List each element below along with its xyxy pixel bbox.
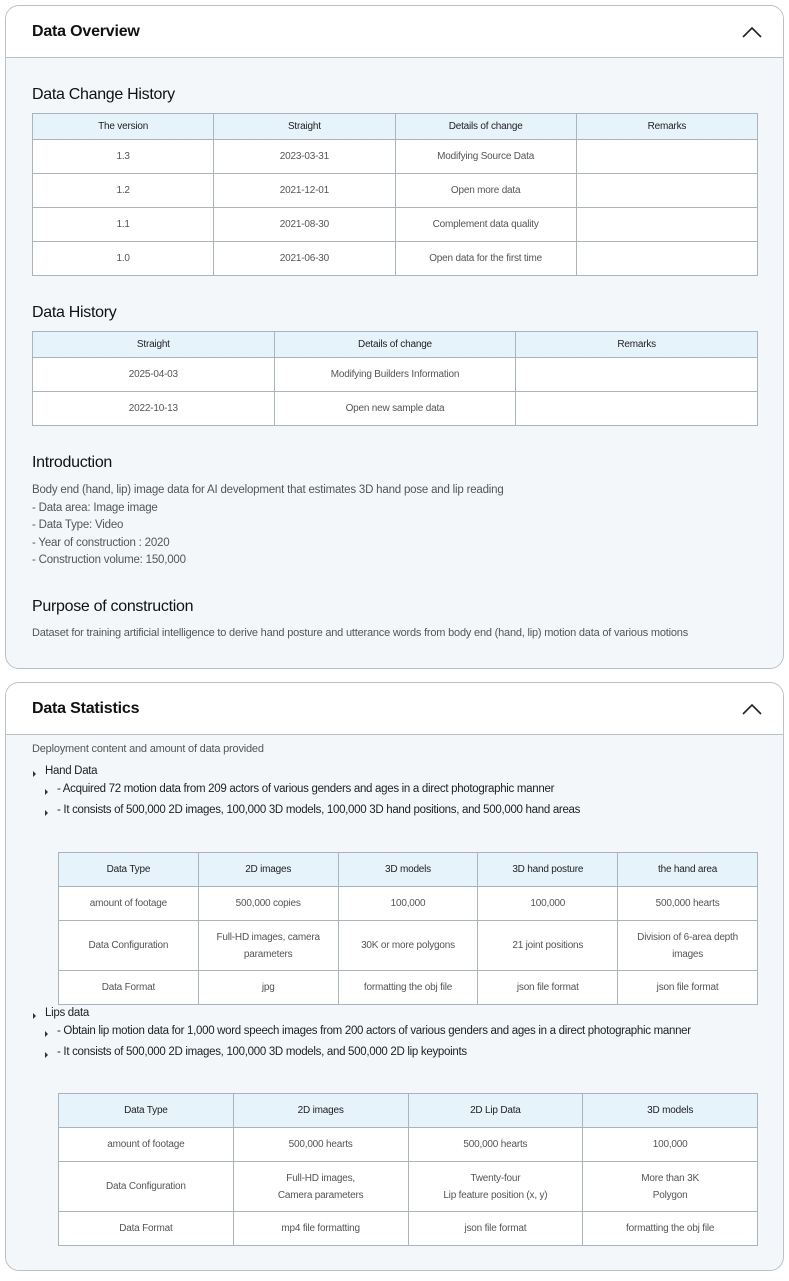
table-row xyxy=(33,392,758,426)
table-cell: Complement data quality xyxy=(395,208,576,242)
table-cell: 2021-06-30 xyxy=(214,242,395,276)
column-header: Straight xyxy=(214,114,395,140)
table-cell xyxy=(516,358,758,392)
table-cell: Data Format xyxy=(59,971,199,1005)
table-cell: 100,000 xyxy=(583,1128,758,1162)
purpose-text: Dataset for training artificial intelligence to derive hand posture and utterance words from body end (hand, lip) motion data of various motions xyxy=(32,627,689,639)
introduction-line: - Construction volume: 150,000 xyxy=(32,554,186,566)
table-row xyxy=(33,174,758,208)
introduction-title: Introduction xyxy=(32,454,113,471)
introduction-line: Body end (hand, lip) image data for AI development that estimates 3D hand pose and lip reading xyxy=(32,484,504,496)
chevron-up-icon[interactable] xyxy=(741,21,763,43)
table-cell xyxy=(576,242,757,276)
table-cell: 2025-04-03 xyxy=(33,358,275,392)
column-header: 3D models xyxy=(583,1094,758,1128)
table-cell xyxy=(576,208,757,242)
column-header: 3D hand posture xyxy=(478,853,618,887)
table-cell: mp4 file formatting xyxy=(233,1212,408,1246)
column-header: Details of change xyxy=(395,114,576,140)
table-header-row xyxy=(59,853,758,887)
table-cell: amount of footage xyxy=(59,1128,234,1162)
column-header: Data Type xyxy=(59,853,199,887)
hand-data-item: - It consists of 500,000 2D images, 100,000 3D models, 100,000 3D hand positions, and 500,000 hand areas xyxy=(32,804,580,816)
table-cell: More than 3K Polygon xyxy=(583,1162,758,1212)
table-cell: 500,000 hearts xyxy=(408,1128,583,1162)
introduction-line: - Data area: Image image xyxy=(32,501,158,514)
column-header: Remarks xyxy=(576,114,757,140)
table-cell: Data Configuration xyxy=(59,921,199,971)
chevron-up-icon[interactable] xyxy=(741,698,763,720)
column-header: Straight xyxy=(33,332,275,358)
table-row xyxy=(33,358,758,392)
table-cell: Open data for the first time xyxy=(395,242,576,276)
table-cell: Modifying Source Data xyxy=(395,140,576,174)
table-row xyxy=(33,140,758,174)
table-header-row xyxy=(33,332,758,358)
table-cell: jpg xyxy=(198,971,338,1005)
table-cell: 1.1 xyxy=(33,208,214,242)
table-header-row xyxy=(59,1094,758,1128)
lips-data-item: - Obtain lip motion data for 1,000 word speech images from 200 actors of various genders and ages in a direct photographic manner xyxy=(32,1025,691,1037)
lips-data-label: Lips data xyxy=(32,1007,89,1019)
table-cell xyxy=(576,174,757,208)
hand-data-table xyxy=(58,852,758,1005)
column-header: 3D models xyxy=(338,853,478,887)
table-row xyxy=(59,887,758,921)
table-cell: Data Format xyxy=(59,1212,234,1246)
data-overview-title: Data Overview xyxy=(32,22,140,40)
column-header: Details of change xyxy=(274,332,516,358)
statistics-intro: Deployment content and amount of data provided xyxy=(32,743,264,755)
table-cell: Modifying Builders Information xyxy=(274,358,516,392)
table-cell: json file format xyxy=(618,971,758,1005)
column-header: The version xyxy=(33,114,214,140)
table-cell: 2021-08-30 xyxy=(214,208,395,242)
change-history-table xyxy=(32,113,758,276)
table-cell: 2022-10-13 xyxy=(33,392,275,426)
data-overview-card xyxy=(5,5,784,669)
column-header: Remarks xyxy=(516,332,758,358)
table-row xyxy=(59,1212,758,1246)
table-cell: Data Configuration xyxy=(59,1162,234,1212)
table-cell: amount of footage xyxy=(59,887,199,921)
table-cell: json file format xyxy=(408,1212,583,1246)
table-cell: 2023-03-31 xyxy=(214,140,395,174)
table-cell: json file format xyxy=(478,971,618,1005)
change-history-title: Data Change History xyxy=(32,86,175,103)
table-cell: Open new sample data xyxy=(274,392,516,426)
table-cell: 500,000 hearts xyxy=(233,1128,408,1162)
purpose-title: Purpose of construction xyxy=(32,598,194,615)
column-header: 2D Lip Data xyxy=(408,1094,583,1128)
table-row xyxy=(59,1162,758,1212)
introduction-line: - Data Type: Video xyxy=(32,519,124,531)
table-cell xyxy=(576,140,757,174)
table-cell: Twenty-four Lip feature position (x, y) xyxy=(408,1162,583,1212)
table-row xyxy=(33,208,758,242)
table-cell: 1.0 xyxy=(33,242,214,276)
data-history-title: Data History xyxy=(32,304,117,321)
table-cell: 1.2 xyxy=(33,174,214,208)
table-cell: Open more data xyxy=(395,174,576,208)
column-header: 2D images xyxy=(198,853,338,887)
table-cell: formatting the obj file xyxy=(583,1212,758,1246)
data-statistics-header[interactable] xyxy=(6,683,783,735)
hand-data-label: Hand Data xyxy=(32,765,97,777)
hand-data-item: - Acquired 72 motion data from 209 actors of various genders and ages in a direct photographic manner xyxy=(32,783,554,795)
table-cell: 500,000 hearts xyxy=(618,887,758,921)
table-header-row xyxy=(33,114,758,140)
table-cell xyxy=(516,392,758,426)
lips-data-item: - It consists of 500,000 2D images, 100,000 3D models, and 500,000 2D lip keypoints xyxy=(32,1046,467,1058)
data-history-table xyxy=(32,331,758,426)
table-cell: 500,000 copies xyxy=(198,887,338,921)
data-statistics-card xyxy=(5,682,784,1271)
table-row xyxy=(33,242,758,276)
table-cell: 21 joint positions xyxy=(478,921,618,971)
column-header: 2D images xyxy=(233,1094,408,1128)
table-cell: 1.3 xyxy=(33,140,214,174)
lips-data-table xyxy=(58,1093,758,1246)
table-cell: 100,000 xyxy=(338,887,478,921)
table-cell: formatting the obj file xyxy=(338,971,478,1005)
table-row xyxy=(59,921,758,971)
introduction-body xyxy=(32,482,752,570)
table-cell: 30K or more polygons xyxy=(338,921,478,971)
column-header: the hand area xyxy=(618,853,758,887)
table-cell: 2021-12-01 xyxy=(214,174,395,208)
data-statistics-title: Data Statistics xyxy=(32,699,140,717)
table-cell: Full-HD images, Camera parameters xyxy=(233,1162,408,1212)
table-row xyxy=(59,1128,758,1162)
introduction-line: - Year of construction : 2020 xyxy=(32,536,170,549)
table-cell: Division of 6-area depth images xyxy=(618,921,758,971)
data-overview-header[interactable] xyxy=(6,6,783,58)
table-cell: Full-HD images, camera parameters xyxy=(198,921,338,971)
table-cell: 100,000 xyxy=(478,887,618,921)
column-header: Data Type xyxy=(59,1094,234,1128)
table-row xyxy=(59,971,758,1005)
